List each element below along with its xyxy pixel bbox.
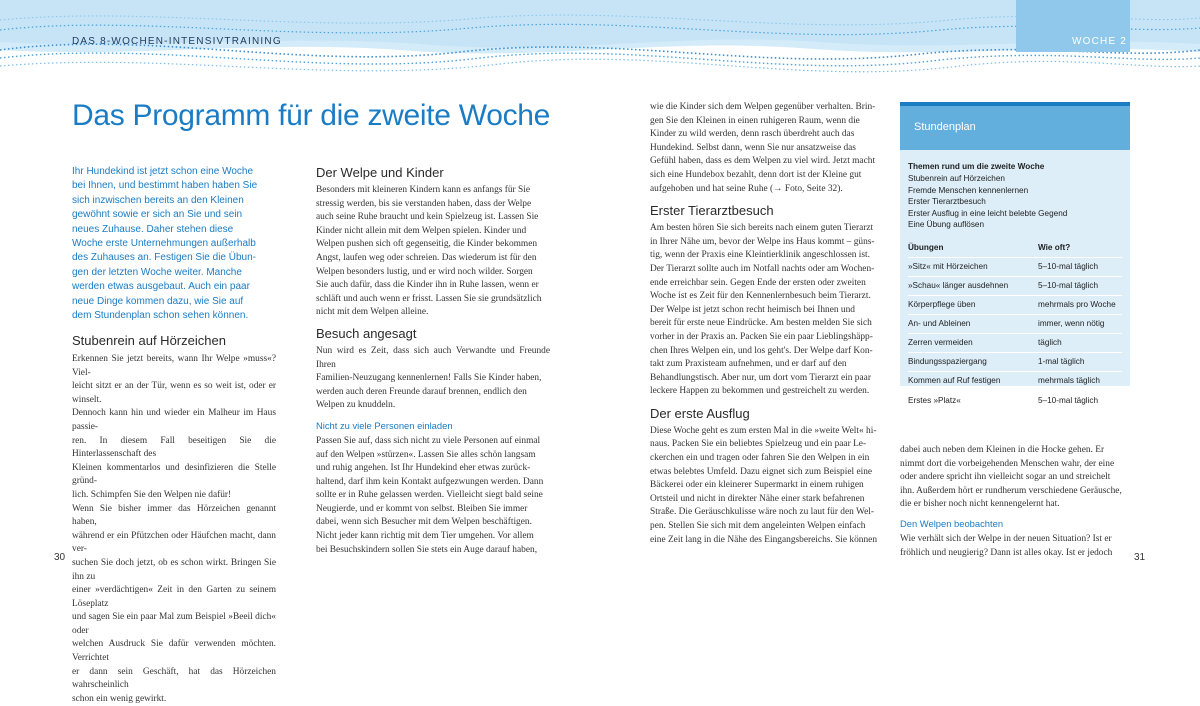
- text-line: Am besten hören Sie sich bereits nach einem guten Tierarzt: [650, 223, 874, 234]
- text-line: vorher in der Praxis an. Packen Sie ein paar Lieblingshäpp-: [650, 331, 873, 342]
- table-cell: »Schau« länger ausdehnen: [908, 281, 1009, 291]
- text-line: naus. Packen Sie ein beliebtes Spielzeug und ein paar Le-: [650, 439, 867, 450]
- text-line: pen. Stellen Sie sich mit dem angeleinten Welpen einfach: [650, 521, 866, 532]
- text-line: Woche ist es Zeit für den Kennenlernbesuch beim Tierarzt.: [650, 291, 871, 302]
- text-line: leicht sitzt er an der Tür, wenn es so weit ist, oder er winselt.: [72, 381, 276, 405]
- text-line: suchen Sie doch jetzt, ob es schon wirkt. Bringen Sie ihn zu: [72, 557, 276, 582]
- text-line: Kleinen kommentarlos und desinfizieren die Stelle gründ-: [72, 462, 276, 487]
- text-line: die er bisher noch nicht kennengelernt hat.: [900, 499, 1060, 510]
- text-line: ende erreichbar sein. Gegen Ende der ersten oder zweiten: [650, 277, 866, 288]
- table-cell: 5–10-mal täglich: [1038, 281, 1099, 291]
- text-line: Wie verhält sich der Welpe in der neuen Situation? Ist er: [900, 533, 1112, 544]
- text-line: takt zum Praxisteam aufnehmen, und er darf auf den: [650, 359, 847, 370]
- text-line: etwas belebtes Umfeld. Dazu eignet sich zum Beispiel eine: [650, 466, 873, 477]
- page-number-right: 31: [1134, 552, 1146, 563]
- text-line: haltend, darf ihm kein Kontakt aufgezwungen werden. Dann: [316, 476, 544, 487]
- text-line: ckerchen ein und tragen oder fahren Sie den Welpen in ein: [650, 453, 870, 464]
- text-line: Passen Sie auf, dass sich nicht zu viele Personen auf einmal: [316, 435, 541, 446]
- text-line: Neugierde, und er kommt von selbst. Bleiben Sie immer: [316, 503, 528, 514]
- intro-line: Woche erste Unternehmungen außerhalb: [72, 238, 256, 250]
- table-cell: 1-mal täglich: [1038, 357, 1085, 367]
- text-line: Kinder zu wild werden, denn rasch überdreht auch das: [650, 129, 855, 140]
- table-cell: Körperpflege üben: [908, 300, 976, 310]
- page-title: Das Programm für die zweite Woche: [72, 99, 551, 132]
- topics-heading: Themen rund um die zweite Woche: [908, 162, 1045, 171]
- heading-tierarzt: Erster Tierarztbesuch: [650, 203, 774, 219]
- text-line: schläft und auch wenn er frisst. Lassen Sie sie grundsätzlich: [316, 293, 542, 304]
- subheading-beobachten: Den Welpen beobachten: [900, 517, 1004, 529]
- text-line: Dennoch kann hin und wieder ein Malheur im Haus passie-: [72, 408, 276, 432]
- table-cell: 5–10-mal täglich: [1038, 395, 1099, 405]
- text-line: fröhlich und neugierig? Dann ist alles okay. Ist er jedoch: [900, 547, 1113, 558]
- column-2: [316, 165, 550, 557]
- table-cell: Erstes »Platz«: [908, 395, 961, 405]
- text-line: nimmt dort die vorbeigehenden Menschen wahr, der eine: [900, 458, 1115, 469]
- table-cell: Bindungsspaziergang: [908, 357, 987, 367]
- text-line: Diese Woche geht es zum ersten Mal in die »weite Welt« hi-: [650, 425, 877, 436]
- intro-line: gewöhnt sowie er sich an Sie und sein: [72, 209, 243, 221]
- table-cell: 5–10-mal täglich: [1038, 262, 1099, 272]
- intro-line: sich inzwischen bereits an den Kleinen: [72, 194, 244, 206]
- text-line: Nun wird es Zeit, dass sich auch Verwandte und Freunde Ihren: [316, 345, 550, 370]
- table-header: Übungen: [908, 243, 944, 253]
- text-line: Der Tierarzt sollte auch im Notfall nachts oder am Wochen-: [650, 263, 875, 274]
- table-row: [908, 258, 1122, 277]
- exercise-table: [908, 239, 1122, 410]
- topic-item: Eine Übung auflösen: [908, 220, 985, 230]
- running-head-left: DAS 8-WOCHEN-INTENSIVTRAINING: [72, 36, 282, 47]
- text-line: sollte er in Ruhe gelassen werden. Vielleicht siegt bald seine: [316, 490, 543, 501]
- intro-line: des Zuhauses an. Festigen Sie die Übun-: [72, 252, 256, 264]
- text-line: Besonders mit kleineren Kindern kann es anfangs für Sie: [316, 185, 531, 195]
- intro-line: gen der letzten Woche weiter. Manche: [72, 266, 242, 278]
- table-row: [908, 277, 1122, 296]
- text-line: nicht mit dem Welpen alleine.: [316, 307, 429, 318]
- text-line: in Ihrer Nähe um, bevor der Welpe ins Haus kommt – güns-: [650, 236, 875, 247]
- intro-line: bei Ihnen, und bestimmt haben haben Sie: [72, 180, 258, 192]
- intro-paragraph: [72, 165, 276, 323]
- table-row: [908, 315, 1122, 334]
- text-line: auch seine Ruhe braucht und kein Spielzeug ist. Lassen Sie: [316, 212, 539, 223]
- table-row: [908, 372, 1122, 391]
- text-line: Der Welpe ist jetzt schon recht heimisch bei Ihnen und: [650, 304, 855, 315]
- text-line: Straße. Die Geräuschkulisse wäre noch zu laut für den Wel-: [650, 507, 874, 518]
- stundenplan-body: [900, 150, 1130, 410]
- text-line: Nicht jeder kann richtig mit dem Tier umgehen. Vor allem: [316, 531, 534, 542]
- table-row: [908, 334, 1122, 353]
- topic-item: Fremde Menschen kennenlernen: [908, 185, 1029, 195]
- text-line: auf den Welpen »stürzen«. Lassen Sie alles schön langsam: [316, 449, 536, 460]
- text-line: Kinder nicht allein mit dem Welpen spielen. Kinder und: [316, 225, 527, 236]
- text-line: bereit für erste neue Eindrücke. Am besten melden Sie sich: [650, 318, 872, 329]
- text-line: leckere Happen zu bekommen und gestreichelt zu werden.: [650, 386, 870, 397]
- topic-item: Stubenrein auf Hörzeichen: [908, 174, 1005, 183]
- intro-line: dem Stundenplan schon sehen können.: [72, 310, 249, 322]
- page-number-left: 30: [54, 552, 66, 563]
- table-cell: Kommen auf Ruf festigen: [908, 376, 1001, 386]
- text-line: Gefühl haben, dass es dem Welpen zu viel wird. Jetzt macht: [650, 156, 876, 167]
- running-head-right: WOCHE 2: [1072, 36, 1128, 47]
- text-line: dabei, wenn sich Besucher mit dem Welpen beschäftigen.: [316, 517, 532, 528]
- table-row: [908, 391, 1122, 410]
- table-header: Wie oft?: [1038, 243, 1071, 253]
- text-line: sich eine Hundebox bezahlt, denn dort ist der Kleine gut: [650, 169, 862, 180]
- stundenplan-box: [900, 102, 1130, 405]
- text-line: Angst, laufen weg oder schreien. Das wiederum ist für den: [316, 252, 537, 263]
- table-header-row: [908, 239, 1122, 258]
- stundenplan-header: [900, 102, 1130, 150]
- text-line: Erkennen Sie jetzt bereits, wann Ihr Welpe »muss«? Viel-: [72, 354, 276, 378]
- topic-item: Erster Tierarztbesuch: [908, 197, 986, 207]
- intro-line: neues Zuhause. Daher stehen diese: [72, 223, 234, 235]
- text-line: gen Sie den Kleinen in einen ruhigeren Raum, wenn die: [650, 115, 860, 126]
- text-line: werden auch deren Freunde darauf brennen, endlich den: [316, 386, 527, 397]
- text-line: Familien-Neuzugang kennenlernen! Falls Sie Kinder haben,: [316, 373, 542, 384]
- text-line: stressig werden, bis sie verstanden haben, dass der Welpe: [316, 198, 532, 209]
- topic-item: Erster Ausflug in eine leicht belebte Gegend: [908, 208, 1068, 218]
- text-line: oder andere spricht ihn vielleicht sogar an und streichelt: [900, 472, 1111, 483]
- text-line: dabei auch neben dem Kleinen in die Hocke gehen. Er: [900, 445, 1105, 455]
- text-line: bei Besuchskindern sollen Sie stets ein Auge darauf haben,: [316, 544, 538, 555]
- text-line: einer »verdächtigen« Zeit in den Garten zu seinem Löseplatz: [72, 585, 276, 609]
- text-line: ihn. Außerdem hört er rundherum verschiedene Geräusche,: [900, 485, 1122, 496]
- text-line: eine Zeit lang in die Nähe des Eingangsbereichs. Sie können: [650, 534, 878, 545]
- text-line: Welpen besonders lustig, und er wird noch wilder. Sorgen: [316, 266, 533, 277]
- text-line: tig, wenn der Praxis eine Kleintierklinik angeschlossen ist.: [650, 250, 871, 261]
- column-1: [72, 333, 276, 706]
- text-line: welchen Ausdruck Sie dafür verwenden möchten. Verrichtet: [72, 639, 276, 664]
- heading-stubenrein: Stubenrein auf Hörzeichen: [72, 333, 226, 348]
- text-line: lich. Schimpfen Sie den Welpen nie dafür!: [72, 489, 232, 500]
- text-line: Hundekind. Selbst dann, wenn Sie nur ansatzweise das: [650, 142, 856, 153]
- table-cell: immer, wenn nötig: [1038, 319, 1105, 329]
- text-line: Bäckerei oder ein kleinerer Supermarkt in einem ruhigen: [650, 480, 864, 491]
- text-line: Wenn Sie bisher immer das Hörzeichen genannt haben,: [72, 503, 276, 528]
- intro-line: werden etwas ausgebaut. Auch ein paar: [72, 281, 250, 293]
- table-cell: täglich: [1038, 338, 1062, 348]
- table-cell: mehrmals täglich: [1038, 376, 1100, 386]
- column-3: [650, 101, 884, 547]
- stundenplan-title: Stundenplan: [914, 121, 976, 133]
- text-line: ren. In diesem Fall beseitigen Sie die Hinterlassenschaft des: [72, 435, 276, 460]
- text-line: Welpen pushen sich oft gegenseitig, die Kinder bekommen: [316, 239, 538, 250]
- heading-welpe-kinder: Der Welpe und Kinder: [316, 165, 444, 180]
- text-line: und ruhig angehen. Ist Ihr Hundekind eher etwas zurück-: [316, 463, 531, 474]
- text-line: Welpen zu knuddeln.: [316, 400, 396, 411]
- table-row: [908, 296, 1122, 315]
- text-line: Behandlungstisch. Aber nur, um dort vom Tierarzt ein paar: [650, 372, 871, 383]
- text-line: aufgehoben und hat seine Ruhe (→ Foto, Seite 32).: [650, 183, 843, 194]
- table-cell: mehrmals pro Woche: [1038, 300, 1116, 310]
- table-row: [908, 353, 1122, 372]
- text-line: er dann sein Geschäft, hat das Hörzeichen wahrscheinlich: [72, 666, 276, 691]
- table-cell: »Sitz« mit Hörzeichen: [908, 262, 988, 272]
- intro-line: Ihr Hundekind ist jetzt schon eine Woche: [72, 166, 254, 177]
- text-line: und sagen Sie ein paar Mal zum Beispiel »Beeil dich« oder: [72, 612, 276, 636]
- text-line: schon ein wenig gewirkt.: [72, 693, 167, 704]
- table-cell: An- und Ableinen: [908, 319, 971, 329]
- header-band: [0, 0, 1200, 90]
- text-line: Sie auch dafür, dass die Kinder ihn in Ruhe lassen, wenn er: [316, 280, 539, 291]
- text-line: Ortsteil und nicht in direkter Nähe einer stark befahrenen: [650, 493, 865, 504]
- text-line: chen Ihres Welpen ein, und los geht's. Der Welpe darf Kon-: [650, 345, 873, 356]
- heading-ausflug: Der erste Ausflug: [650, 405, 750, 421]
- column-4: [900, 444, 1130, 560]
- text-line: während er ein Pfützchen oder Häufchen macht, dann ver-: [72, 530, 276, 555]
- subheading-personen: Nicht zu viele Personen einladen: [316, 419, 453, 431]
- heading-besuch: Besuch angesagt: [316, 325, 417, 341]
- intro-line: neue Dinge kommen dazu, wie Sie auf: [72, 295, 244, 307]
- text-line: wie die Kinder sich dem Welpen gegenüber verhalten. Brin-: [650, 102, 876, 112]
- table-cell: Zerren vermeiden: [908, 338, 973, 348]
